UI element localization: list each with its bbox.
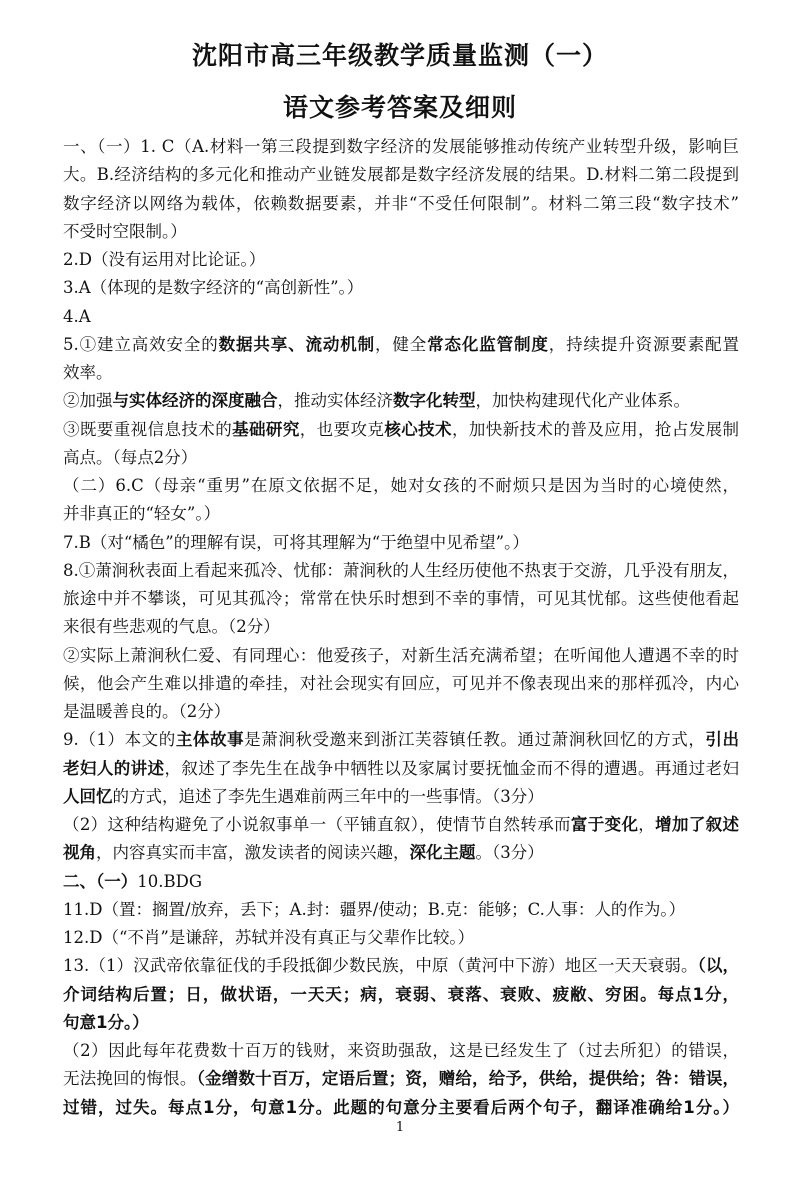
- text-run: 13.（1）汉武帝依靠征伐的手段抵御少数民族，中原（黄河中下游）地区一天天衰弱。: [63, 956, 698, 976]
- text-run: 2.D（没有运用对比论证。）: [63, 250, 266, 269]
- text-run: ②加强: [63, 391, 113, 411]
- text-run: ，也要攻克: [299, 419, 385, 439]
- text-run: 不受时空限制。）: [63, 221, 187, 241]
- bold-keypoint: 核心技术: [384, 419, 452, 439]
- text-run: ，推动实体经济: [277, 391, 393, 411]
- bold-keypoint: （以，: [697, 956, 739, 976]
- text-run: （2）因此每年花费数十百万的钱财，来资助强敌，这是已经发生了（过去所犯）的错误，: [63, 1041, 739, 1060]
- text-line: [63, 164, 739, 186]
- page-number: 1: [395, 1120, 405, 1135]
- bold-keypoint: 富于变化: [570, 815, 639, 834]
- document-subtitle: 语文参考答案及细则: [282, 93, 517, 122]
- text-run: 。（3分）: [475, 843, 544, 863]
- bold-keypoint: 数据共享、流动机制: [218, 334, 375, 354]
- text-run: 8.①萧涧秋表面上看起来孤冷、忧郁：萧涧秋的人生经历使他不热衷于交游，几乎没有朋友，: [63, 560, 739, 580]
- text-line: [63, 532, 739, 554]
- text-line: [63, 475, 739, 497]
- text-run: 是温暖善良的。（2分）: [63, 702, 231, 721]
- bold-keypoint: 基础研究: [232, 419, 300, 439]
- text-line: [63, 927, 739, 949]
- bold-keypoint: 与实体经济的深度融合: [112, 391, 278, 411]
- text-line: [63, 871, 739, 893]
- bold-keypoint: 视角: [63, 843, 96, 863]
- bold-keypoint: 老妇人的讲述: [63, 758, 165, 778]
- text-line: [63, 193, 739, 215]
- text-line: [63, 503, 739, 525]
- text-line: [63, 277, 739, 299]
- text-run: 候，他会产生难以排遣的牵挂，对社会现实有回应，可见并不像表现出来的那样孤冷，内心: [63, 673, 739, 693]
- text-line: [63, 588, 739, 610]
- text-run: 效率。: [63, 363, 113, 382]
- text-run: ，加快构建现代化产业体系。: [475, 391, 690, 411]
- text-run: 11.D（置：搁置/放弃，丢下；A.封：疆界/使动；B.克：能够；C.人事：人的作为。）: [63, 899, 686, 919]
- document-title: 沈阳市高三年级教学质量监测（一）: [191, 41, 608, 70]
- text-run: 4.A: [63, 306, 91, 326]
- text-line: [63, 306, 739, 328]
- text-run: ，健全: [375, 334, 428, 354]
- text-run: 5.①建立高效安全的: [63, 334, 219, 354]
- bold-keypoint: 句意1分。）: [63, 1012, 149, 1032]
- text-line: [63, 362, 739, 384]
- text-run: ，加快新技术的普及应用，抢占发展制: [451, 419, 739, 439]
- text-run: 数字经济以网络为载体，依赖数据要素，并非“不受任何限制”。材料二第三段“数字技术”: [63, 193, 739, 213]
- text-run: 旅途中并不攀谈，可见其孤冷；常常在快乐时想到不幸的事情，可见其忧郁。这些使他看起: [63, 589, 739, 608]
- bold-keypoint: 增加了叙述: [655, 815, 739, 834]
- text-line: [63, 249, 739, 271]
- bold-keypoint: 引出: [705, 730, 739, 750]
- text-line: [63, 560, 739, 582]
- text-run: ，持续提升资源要素配置: [548, 334, 739, 354]
- text-line: [63, 221, 739, 243]
- text-line: [63, 1097, 739, 1119]
- text-line: [63, 616, 739, 638]
- text-run: （2）这种结构避免了小说叙事单一（平铺直叙），使情节自然转承而: [63, 815, 571, 834]
- text-line: [63, 419, 739, 441]
- text-line: [63, 136, 739, 158]
- text-line: [63, 955, 739, 977]
- text-run: 并非真正的“轻女”。）: [63, 504, 221, 524]
- text-run: ，: [638, 815, 656, 834]
- text-run: 来很有些悲观的气息。（2分）: [63, 617, 280, 637]
- text-line: [63, 1040, 739, 1062]
- text-run: 12.D（“不肖”是谦辞，苏轼并没有真正与父辈作比较。）: [63, 928, 475, 947]
- bold-keypoint: 深化主题: [409, 843, 476, 863]
- text-run: ，叙述了李先生在战争中牺牲以及家属讨要抚恤金而不得的遭遇。再通过老妇: [164, 758, 739, 778]
- text-line: [63, 1068, 739, 1090]
- text-run: 是萧涧秋受邀来到浙江芙蓉镇任教。通过萧涧秋回忆的方式，: [244, 730, 706, 750]
- bold-keypoint: 数字化转型: [393, 391, 476, 411]
- text-run: 9.（1）本文的: [63, 730, 176, 750]
- text-run: 3.A（体现的是数字经济的“高创新性”。）: [63, 278, 364, 298]
- text-line: [63, 786, 739, 808]
- bold-keypoint: 二、（一）: [63, 871, 138, 891]
- text-line: [63, 842, 739, 864]
- text-run: ，内容真实而丰富，激发读者的阅读兴趣，: [96, 843, 410, 863]
- text-line: [63, 729, 739, 751]
- bold-keypoint: （金缯数十百万，定语后置；资，赠给，给予，供给，提供给；咎：错误，: [196, 1069, 739, 1089]
- text-line: [63, 701, 739, 723]
- text-line: [63, 814, 739, 836]
- text-run: ③既要重视信息技术的: [63, 419, 233, 439]
- text-run: 7.B（对“橘色”的理解有误，可将其理解为“于绝望中见希望”。）: [63, 532, 529, 552]
- bold-keypoint: 介词结构后置；日，做状语，一天天；病，衰弱、衰落、衰败、疲敝、穷困。每点1分，: [63, 984, 739, 1004]
- bold-keypoint: 常态化监管制度: [427, 334, 549, 354]
- text-run: 无法挽回的悔恨。: [63, 1069, 197, 1089]
- text-run: 一、（一）1. C（A.材料一第三段提到数字经济的发展能够推动传统产业转型升级，影响巨: [63, 137, 739, 156]
- text-run: 的方式，追述了李先生遇难前两三年中的一些事情。（3分）: [112, 786, 544, 806]
- text-line: [63, 390, 739, 412]
- text-line: [63, 984, 739, 1006]
- text-line: [63, 334, 739, 356]
- text-run: 10.BDG: [137, 871, 203, 891]
- text-line: [63, 1012, 739, 1034]
- text-run: ②实际上萧涧秋仁爱、有同理心：他爱孩子，对新生活充满希望；在听闻他人遭遇不幸的时: [63, 645, 739, 665]
- text-line: [63, 899, 739, 921]
- text-line: [63, 645, 739, 667]
- text-run: 高点。（每点2分）: [63, 447, 198, 467]
- text-line: [63, 447, 739, 469]
- bold-keypoint: 过错，过失。每点1分，句意1分。此题的句意分主要看后两个句子，翻译准确给1分。）: [63, 1097, 739, 1117]
- text-line: [63, 758, 739, 780]
- text-run: （二）6.C（母亲“重男”在原文依据不足，她对女孩的不耐烦只是因为当时的心境使然，: [63, 476, 739, 495]
- text-run: 大。B.经济结构的多元化和推动产业链发展都是数字经济发展的结果。D.材料二第二段提到: [63, 165, 739, 185]
- bold-keypoint: 人回忆: [63, 786, 113, 806]
- bold-keypoint: 主体故事: [175, 730, 245, 750]
- text-line: [63, 673, 739, 695]
